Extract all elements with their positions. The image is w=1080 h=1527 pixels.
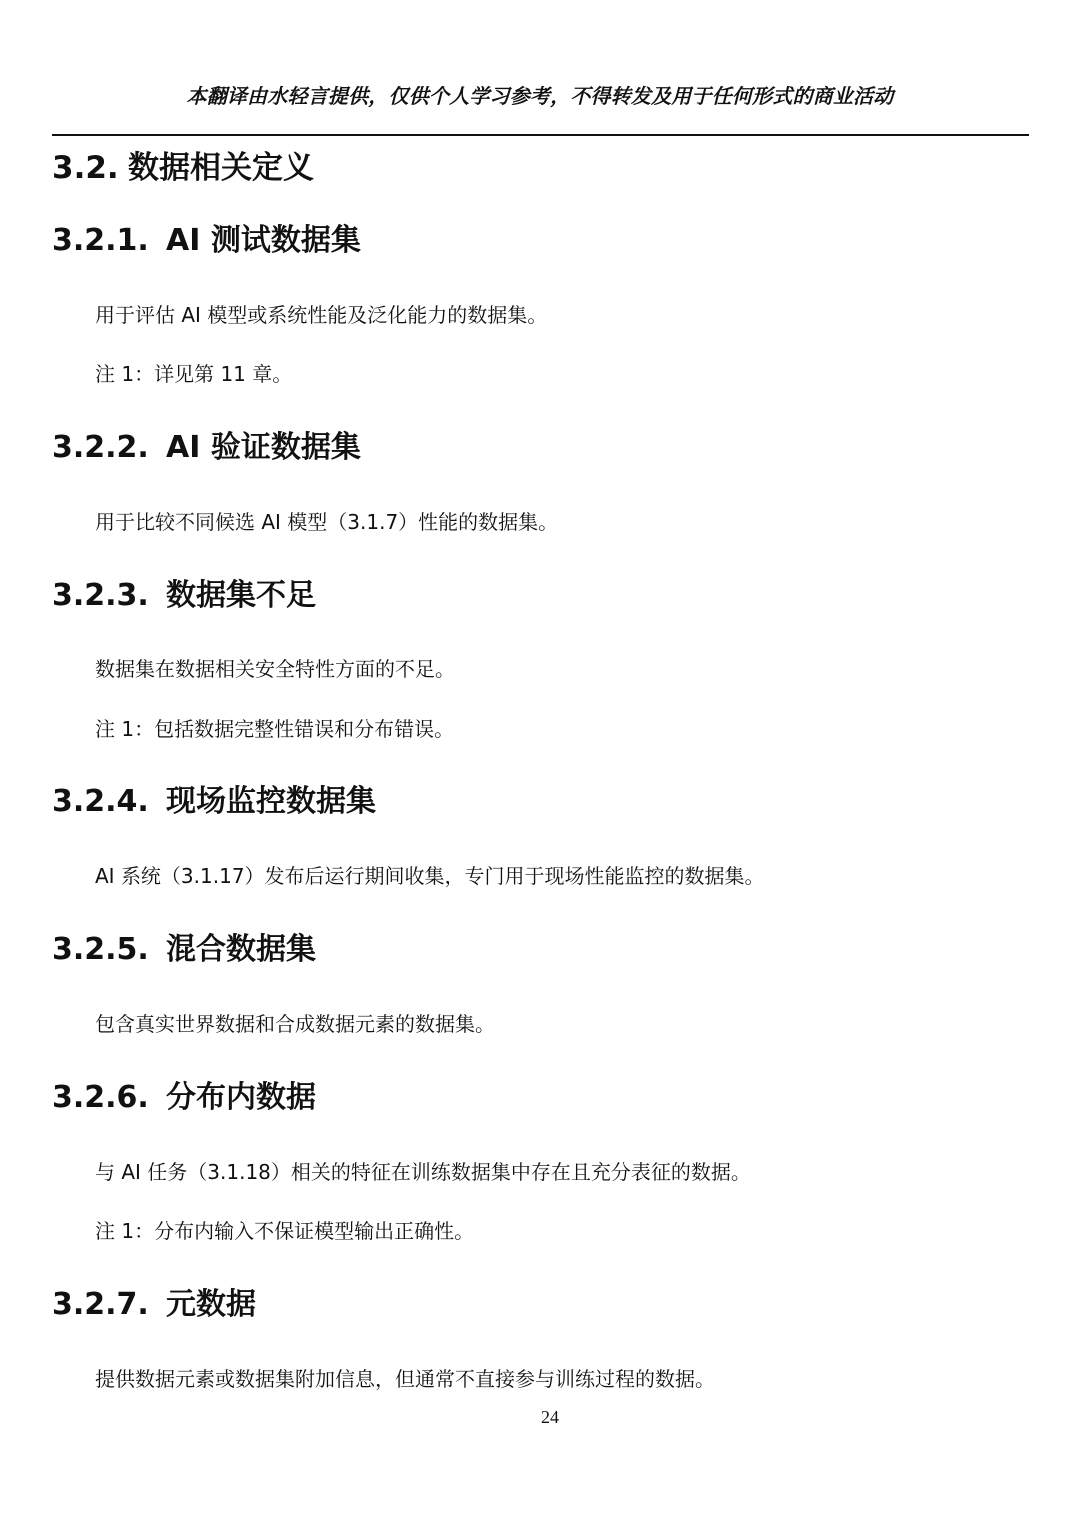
subsection-title: AI 测试数据集 bbox=[166, 223, 361, 258]
subsection-title: 现场监控数据集 bbox=[166, 784, 376, 819]
subsection-title: AI 验证数据集 bbox=[166, 430, 361, 465]
note-text: 注 1：包括数据完整性错误和分布错误。 bbox=[95, 717, 455, 741]
subsection-number: 3.2.6. bbox=[52, 1080, 149, 1115]
subsection-number: 3.2.5. bbox=[52, 932, 149, 967]
definition-text: 提供数据元素或数据集附加信息，但通常不直接参与训练过程的数据。 bbox=[95, 1367, 715, 1391]
subsection-heading bbox=[52, 574, 316, 618]
section-title: 数据相关定义 bbox=[128, 150, 314, 186]
subsection-heading bbox=[52, 219, 361, 263]
subsection-number: 3.2.4. bbox=[52, 784, 149, 819]
subsection-heading bbox=[52, 780, 376, 824]
subsection-title: 数据集不足 bbox=[166, 578, 316, 613]
section-heading bbox=[52, 146, 314, 190]
subsection-number: 3.2.7. bbox=[52, 1287, 149, 1322]
definition-text: 用于评估 AI 模型或系统性能及泛化能力的数据集。 bbox=[95, 303, 548, 327]
subsection-title: 元数据 bbox=[166, 1287, 256, 1322]
header-disclaimer: 本翻译由水轻言提供，仅供个人学习参考，不得转发及用于任何形式的商业活动 bbox=[186, 84, 894, 108]
subsection-number: 3.2.3. bbox=[52, 578, 149, 613]
subsection-heading bbox=[52, 1283, 256, 1327]
definition-text: 包含真实世界数据和合成数据元素的数据集。 bbox=[95, 1012, 495, 1036]
subsection-heading bbox=[52, 1076, 316, 1120]
section-number: 3.2. bbox=[52, 150, 119, 186]
definition-text: AI 系统（3.1.17）发布后运行期间收集，专门用于现场性能监控的数据集。 bbox=[95, 864, 765, 888]
subsection-heading bbox=[52, 426, 361, 470]
header-divider bbox=[52, 134, 1029, 136]
subsection-heading bbox=[52, 928, 316, 972]
definition-text: 与 AI 任务（3.1.18）相关的特征在训练数据集中存在且充分表征的数据。 bbox=[95, 1160, 751, 1184]
subsection-number: 3.2.2. bbox=[52, 430, 149, 465]
subsection-title: 混合数据集 bbox=[166, 932, 316, 967]
subsection-title: 分布内数据 bbox=[166, 1080, 316, 1115]
definition-text: 用于比较不同候选 AI 模型（3.1.7）性能的数据集。 bbox=[95, 510, 559, 534]
note-text: 注 1：详见第 11 章。 bbox=[95, 362, 293, 386]
definition-text: 数据集在数据相关安全特性方面的不足。 bbox=[95, 657, 455, 681]
note-text: 注 1：分布内输入不保证模型输出正确性。 bbox=[95, 1219, 475, 1243]
subsection-number: 3.2.1. bbox=[52, 223, 149, 258]
page-number: 24 bbox=[541, 1407, 559, 1427]
